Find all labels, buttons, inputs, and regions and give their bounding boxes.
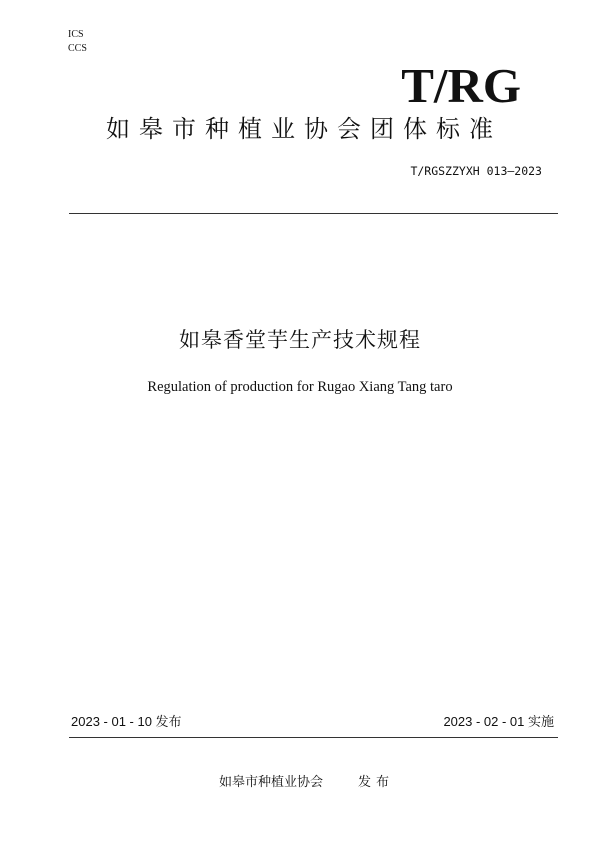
publish-label: 发布 [358, 775, 395, 790]
standard-number: T/RGSZZYXH 013—2023 [410, 164, 542, 178]
issue-date: 2023 - 01 - 10 发布 [71, 714, 182, 729]
publisher-name: 如皋市种植业协会 [219, 775, 324, 790]
document-title-cn: 如皋香堂芋生产技术规程 [179, 328, 421, 352]
top-divider [69, 213, 558, 214]
org-standard-title: 如皋市种植业协会团体标准 [106, 115, 502, 143]
ics-label: ICS [68, 29, 84, 40]
ccs-label: CCS [68, 43, 87, 54]
bottom-divider [69, 737, 558, 738]
standard-logo: T/RG [401, 58, 521, 113]
document-title-en: Regulation of production for Rugao Xiang Tang taro [147, 379, 453, 395]
implement-date: 2023 - 02 - 01 实施 [443, 714, 554, 729]
